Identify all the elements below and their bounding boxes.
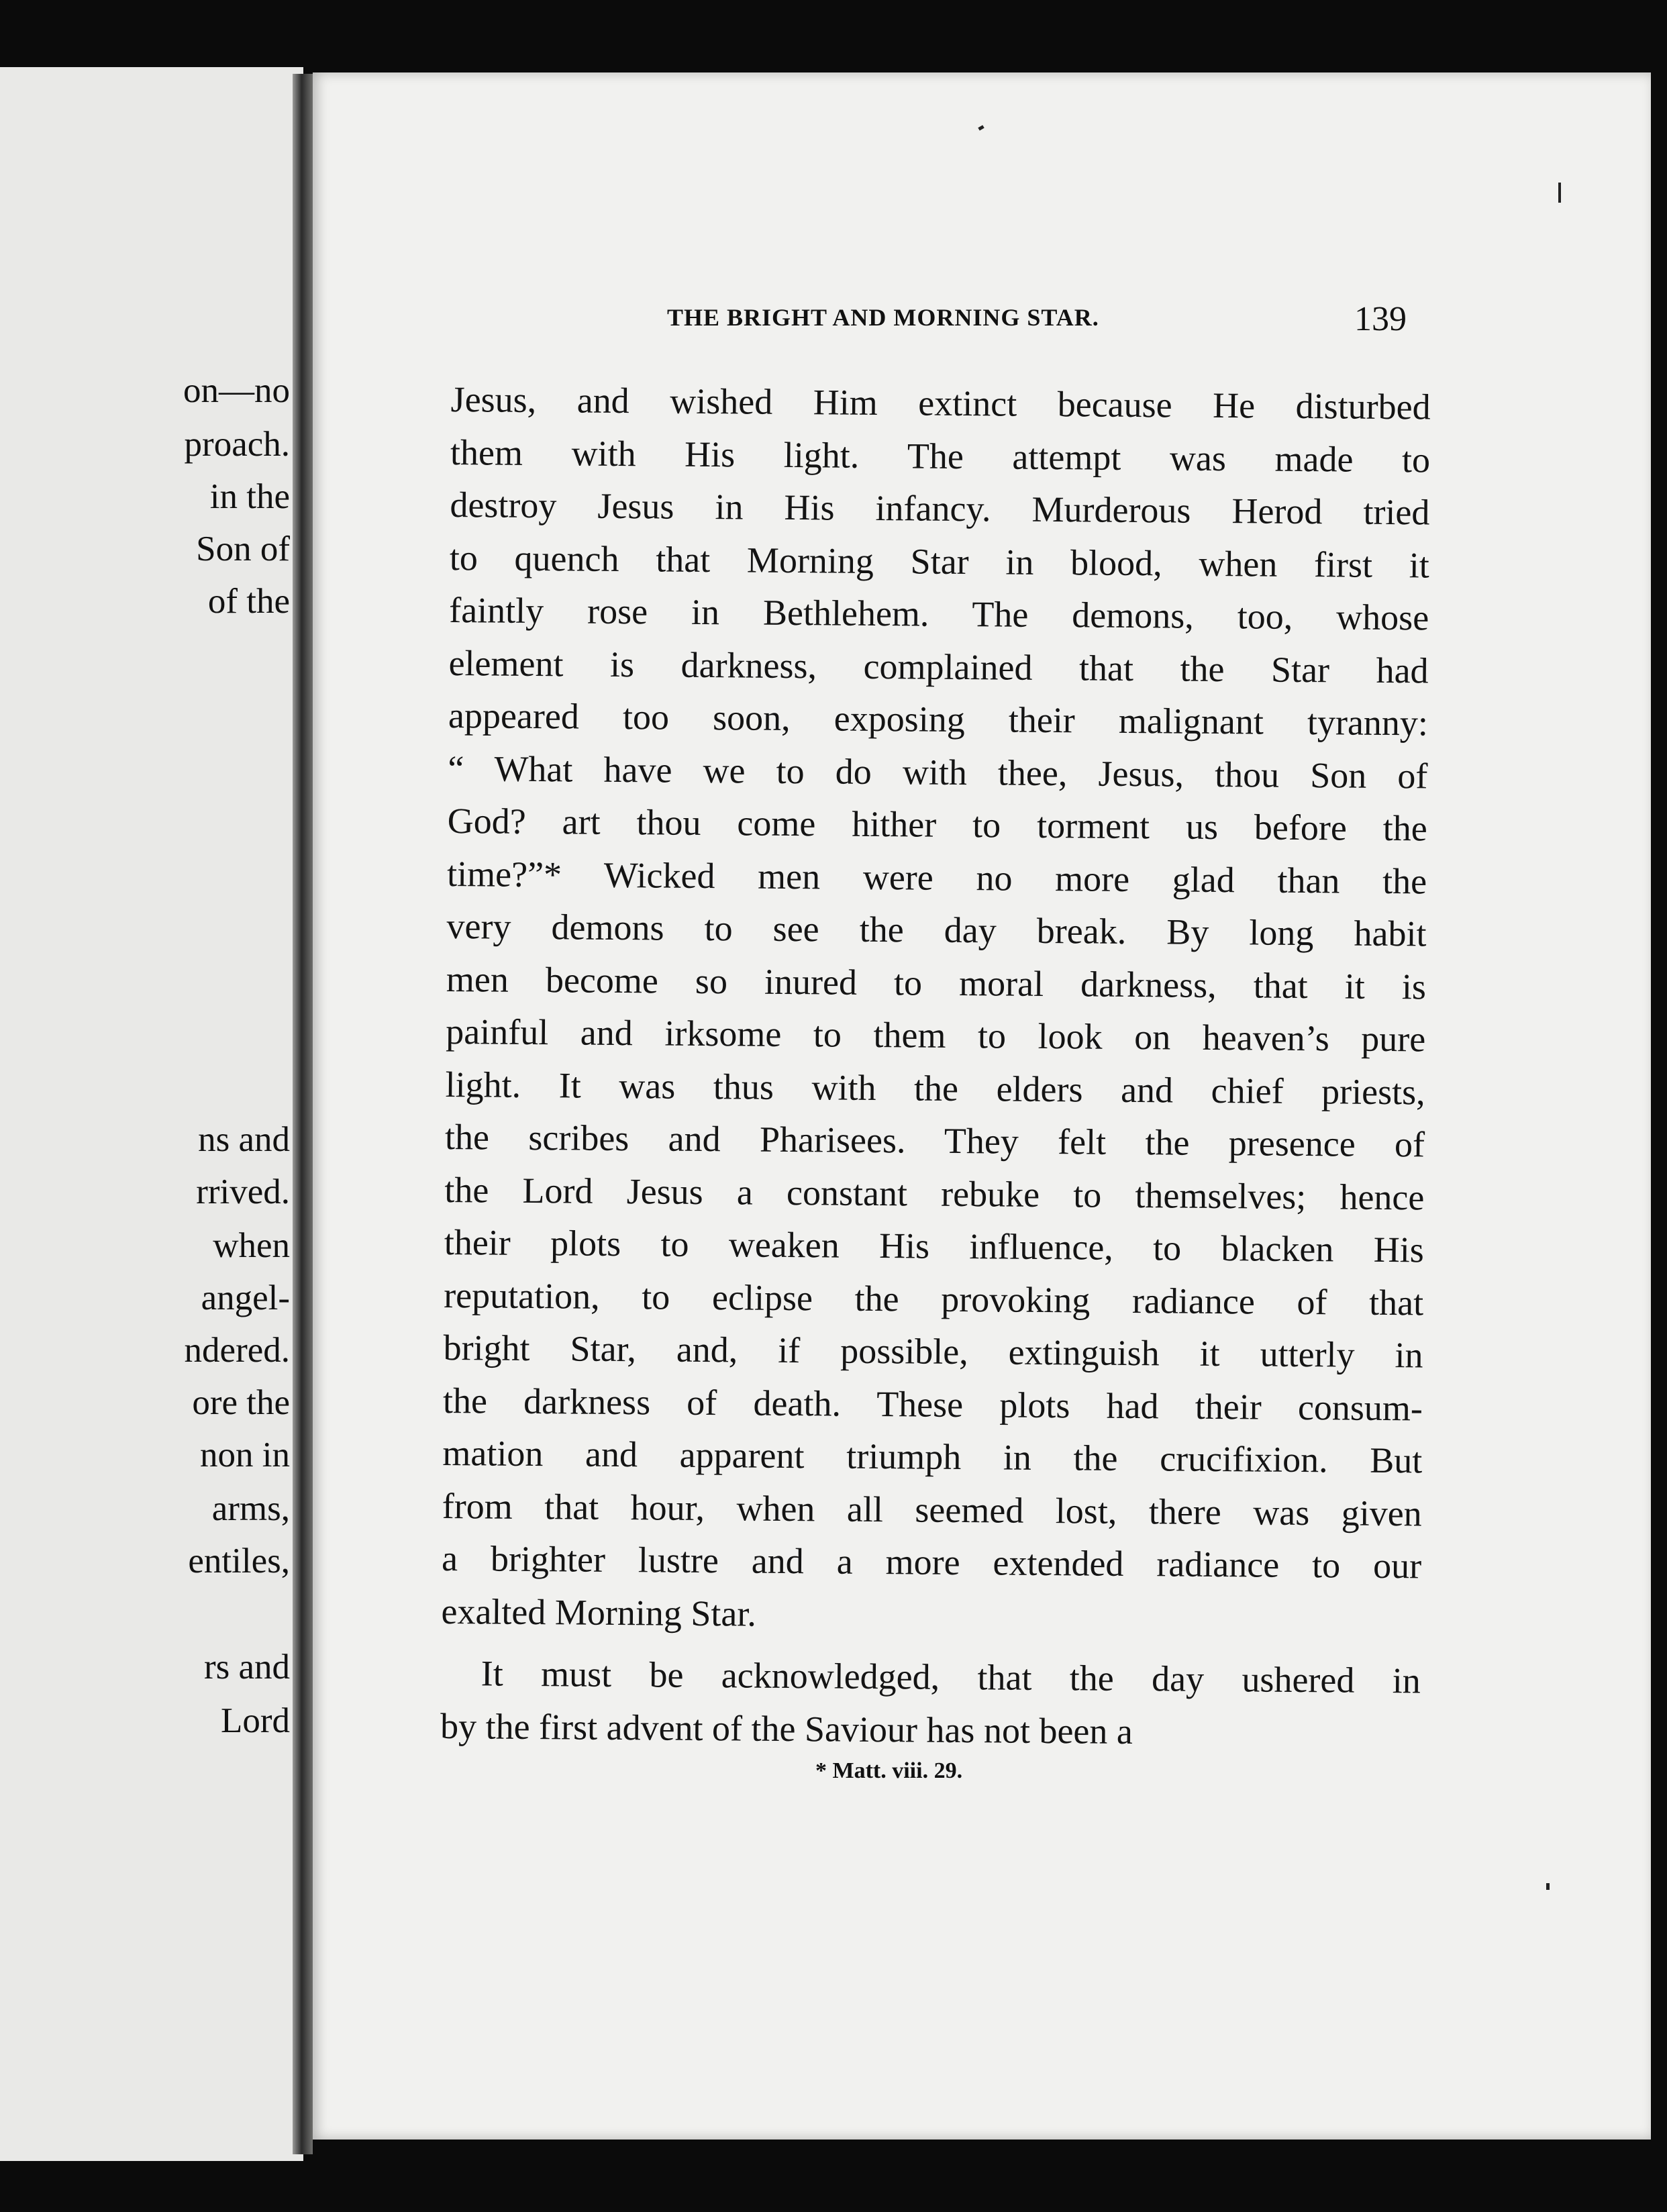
left-page-line: ndered. — [184, 1331, 290, 1370]
left-page-line: of the — [207, 582, 290, 621]
text-line: bright Star, and, if possible, extinguish it utterly in — [443, 1327, 1423, 1376]
left-page-line: rs and — [203, 1648, 290, 1687]
text-line: the darkness of death. These plots had their consum- — [442, 1380, 1423, 1428]
text-line: God? art thou come hither to torment us before the — [447, 800, 1427, 849]
left-page-line: in the — [209, 477, 290, 516]
text-line: appeared too soon, exposing their malignant tyranny: — [448, 695, 1429, 744]
left-page-line: Son of — [196, 530, 290, 568]
text-line: the scribes and Pharisees. They felt the presence of — [444, 1116, 1425, 1165]
page-number: 139 — [1354, 300, 1407, 338]
text-line: mation and apparent triumph in the crucifixion. But — [442, 1432, 1423, 1481]
text-line: them with His light. The attempt was made to — [450, 432, 1431, 480]
ink-speck — [1558, 183, 1561, 203]
text-line: painful and irksome to them to look on heaven’s pure — [446, 1011, 1426, 1060]
left-page-line: entiles, — [188, 1542, 290, 1580]
text-line: destroy Jesus in His infancy. Murderous Herod tried — [450, 484, 1430, 533]
left-page-line: non in — [200, 1436, 290, 1474]
running-head: THE BRIGHT AND MORNING STAR. — [667, 304, 1099, 331]
ink-speck — [1546, 1883, 1550, 1890]
text-line: men become so inured to moral darkness, that it is — [446, 958, 1427, 1007]
text-line: time?”* Wicked men were no more glad than the — [446, 853, 1427, 901]
left-page-line: when — [213, 1226, 290, 1265]
text-line: reputation, to eclipse the provoking radiance of that — [443, 1274, 1424, 1323]
text-line: the Lord Jesus a constant rebuke to themselves; hence — [444, 1169, 1425, 1217]
text-line: Jesus, and wished Him extinct because He disturbed — [450, 379, 1431, 428]
text-line: their plots to weaken His influence, to blacken His — [444, 1221, 1425, 1270]
text-line: It must be acknowledged, that the day ushered in — [481, 1653, 1421, 1701]
text-line: light. It was thus with the elders and chief priests, — [445, 1064, 1425, 1112]
left-page-line: ore the — [192, 1383, 290, 1422]
book-gutter — [293, 74, 313, 2154]
text-line: element is darkness, complained that the Star had — [448, 642, 1429, 691]
text-line: faintly rose in Bethlehem. The demons, too, whose — [448, 589, 1429, 638]
text-line: a brighter lustre and a more extended radiance to our — [441, 1538, 1422, 1587]
left-page-line: Lord — [220, 1701, 290, 1740]
left-page-line: rrived. — [196, 1172, 290, 1211]
left-page-line: angel- — [201, 1278, 290, 1317]
text-line: from that hour, when all seemed lost, there was given — [442, 1485, 1422, 1534]
text-line: by the first advent of the Saviour has not been a — [440, 1705, 1133, 1752]
body-text — [440, 373, 1431, 1760]
left-page-line: proach. — [184, 425, 290, 464]
text-line: to quench that Morning Star in blood, when first it — [449, 537, 1430, 585]
left-page-line: arms, — [211, 1489, 290, 1528]
text-line: very demons to see the day break. By long habit — [446, 905, 1427, 954]
left-page-line: on—no — [183, 371, 290, 410]
text-line: exalted Morning Star. — [441, 1591, 757, 1634]
left-page — [0, 67, 303, 2161]
text-line: “ What have we to do with thee, Jesus, thou Son of — [448, 748, 1428, 796]
left-page-line: ns and — [198, 1120, 290, 1159]
footnote: * Matt. viii. 29. — [815, 1758, 963, 1783]
